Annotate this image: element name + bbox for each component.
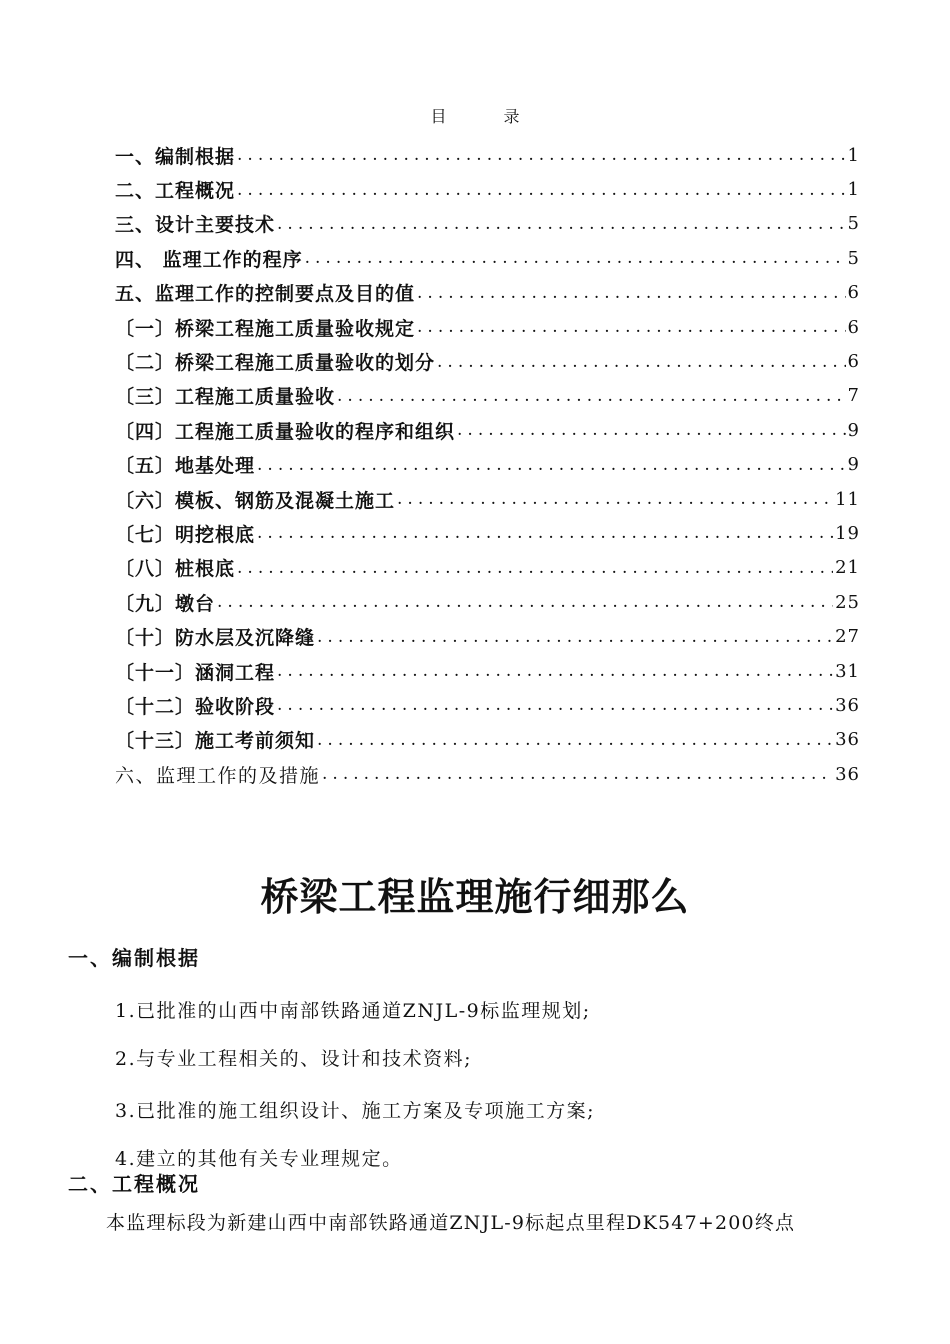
toc-entry-label: 〔六〕模板、钢筋及混凝土施工	[115, 489, 396, 512]
toc-entry-label: 五、监理工作的控制要点及目的值	[115, 283, 416, 306]
toc-leader-dots	[317, 730, 833, 750]
toc-entry-page: 36	[835, 729, 860, 751]
toc-leader-dots	[277, 661, 833, 681]
toc-entry[interactable]	[115, 344, 860, 378]
toc-entry[interactable]	[115, 619, 860, 653]
toc-entry[interactable]	[115, 310, 860, 344]
toc-entry-label: 一、编制根据	[115, 145, 236, 168]
toc-entry-label: 〔二〕桥梁工程施工质量验收的划分	[115, 352, 436, 375]
toc-entry-label: 三、设计主要技术	[115, 214, 276, 237]
toc-entry-page: 9	[847, 454, 860, 476]
toc-entry-label: 〔四〕工程施工质量验收的程序和组织	[115, 420, 456, 443]
toc-entry-page: 31	[835, 660, 860, 682]
toc-entry[interactable]	[115, 241, 860, 275]
basis-item-2: 2.与专业工程相关的、设计和技术资料;	[115, 1048, 473, 1070]
toc-entry-page: 7	[847, 385, 860, 407]
toc-entry[interactable]	[115, 413, 860, 447]
toc-entry[interactable]	[115, 723, 860, 757]
toc-entry-label: 〔十一〕涵洞工程	[115, 661, 276, 684]
toc-entry-label: 〔十二〕验收阶段	[115, 695, 276, 718]
toc-entry-page: 6	[847, 351, 860, 373]
toc-entry-page: 5	[847, 247, 860, 269]
toc-entry[interactable]	[115, 585, 860, 619]
toc-entry-page: 11	[835, 488, 860, 510]
basis-item-3: 3.已批准的施工组织设计、施工方案及专项施工方案;	[115, 1100, 596, 1122]
basis-item-4: 4.建立的其他有关专业理规定。	[115, 1148, 403, 1170]
toc-leader-dots	[237, 145, 846, 165]
toc-leader-dots	[237, 558, 833, 578]
toc-leader-dots	[457, 420, 846, 440]
toc-entry-page: 1	[847, 144, 860, 166]
toc-entry-label: 〔三〕工程施工质量验收	[115, 386, 336, 409]
toc-entry-label: 〔九〕墩台	[115, 592, 216, 615]
toc-entry[interactable]	[115, 276, 860, 310]
toc-entry[interactable]	[115, 516, 860, 550]
toc-leader-dots	[437, 352, 846, 372]
toc-entry-label: 二、工程概况	[115, 180, 236, 203]
toc-leader-dots	[237, 180, 846, 200]
toc-entry-page: 5	[847, 213, 860, 235]
toc-entry-page: 36	[835, 694, 860, 716]
toc-entry-page: 25	[835, 591, 860, 613]
toc-leader-dots	[337, 386, 846, 406]
toc-entry-page: 36	[835, 763, 860, 785]
toc-entry-page: 1	[847, 179, 860, 201]
toc-leader-dots	[305, 248, 846, 268]
toc-entry-label: 〔八〕桩根底	[115, 558, 236, 581]
table-of-contents	[115, 138, 860, 791]
section-heading-basis: 一、编制根据	[68, 946, 200, 970]
toc-title: 目 录	[430, 107, 546, 126]
toc-entry[interactable]	[115, 448, 860, 482]
toc-entry-label: 〔十三〕施工考前须知	[115, 730, 316, 753]
overview-paragraph: 本监理标段为新建山西中南部铁路通道ZNJL-9标起点里程DK547+200终点	[106, 1212, 796, 1234]
toc-entry[interactable]	[115, 207, 860, 241]
toc-entry-page: 9	[847, 419, 860, 441]
toc-entry-label: 四、 监理工作的程序	[115, 248, 303, 271]
toc-leader-dots	[277, 214, 846, 234]
toc-entry-page: 19	[835, 522, 860, 544]
toc-leader-dots	[322, 764, 833, 784]
toc-entry[interactable]	[115, 482, 860, 516]
toc-entry-label: 〔五〕地基处理	[115, 455, 256, 478]
toc-leader-dots	[417, 283, 846, 303]
toc-entry[interactable]	[115, 757, 860, 791]
toc-entry-label: 六、监理工作的及措施	[115, 764, 321, 787]
section-heading-overview: 二、工程概况	[68, 1172, 200, 1196]
toc-leader-dots	[257, 455, 846, 475]
toc-entry-page: 6	[847, 282, 860, 304]
toc-entry-page: 6	[847, 316, 860, 338]
toc-entry-label: 〔十〕防水层及沉降缝	[115, 627, 316, 650]
toc-entry-label: 〔一〕桥梁工程施工质量验收规定	[115, 317, 416, 340]
toc-leader-dots	[317, 627, 833, 647]
toc-entry-label: 〔七〕明挖根底	[115, 523, 256, 546]
toc-entry[interactable]	[115, 688, 860, 722]
document-title: 桥梁工程监理施行细那么	[260, 874, 690, 919]
toc-entry[interactable]	[115, 138, 860, 172]
toc-entry[interactable]	[115, 379, 860, 413]
toc-entry-page: 27	[835, 626, 860, 648]
toc-entry-page: 21	[835, 557, 860, 579]
toc-leader-dots	[397, 489, 833, 509]
basis-item-1: 1.已批准的山西中南部铁路通道ZNJL-9标监理规划;	[115, 1000, 591, 1022]
toc-entry[interactable]	[115, 551, 860, 585]
toc-entry[interactable]	[115, 172, 860, 206]
toc-leader-dots	[257, 523, 833, 543]
toc-leader-dots	[277, 695, 833, 715]
toc-leader-dots	[417, 317, 846, 337]
toc-entry[interactable]	[115, 654, 860, 688]
toc-leader-dots	[217, 592, 833, 612]
